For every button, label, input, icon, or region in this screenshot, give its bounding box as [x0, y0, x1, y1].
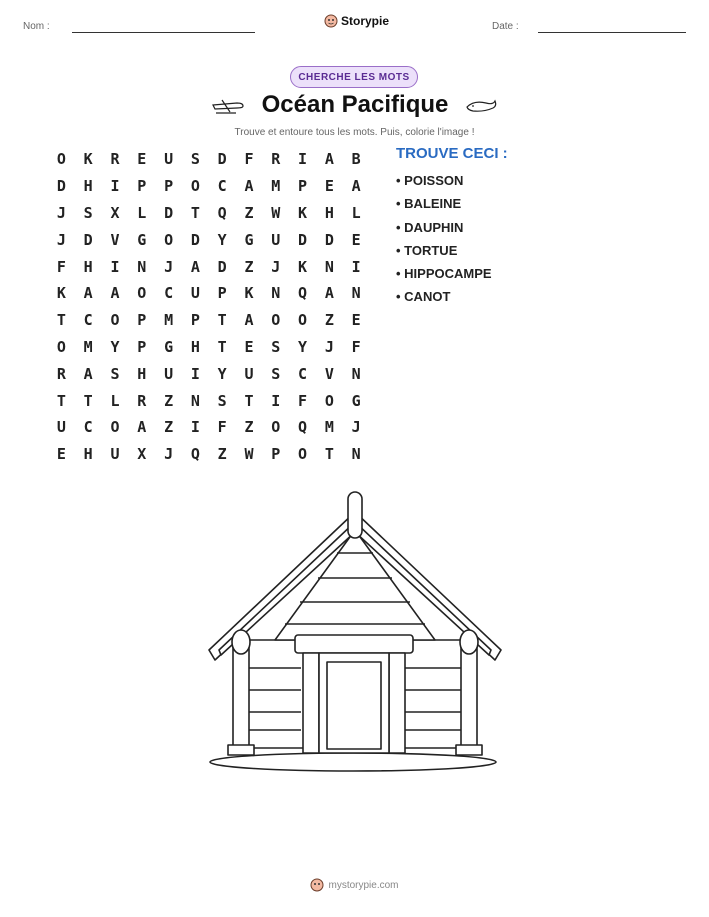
grid-cell[interactable]: W [271, 203, 281, 222]
grid-cell[interactable]: U [271, 230, 281, 249]
grid-cell[interactable]: A [137, 418, 147, 437]
grid-cell[interactable]: X [137, 445, 147, 464]
grid-cell[interactable]: Y [217, 364, 227, 383]
grid-cell[interactable]: Z [217, 445, 227, 464]
grid-cell[interactable]: J [56, 203, 66, 222]
grid-cell[interactable]: T [217, 337, 227, 356]
grid-cell[interactable]: S [83, 203, 93, 222]
grid-cell[interactable]: T [56, 311, 66, 330]
name-line [72, 32, 255, 33]
grid-cell[interactable]: O [271, 311, 281, 330]
grid-cell[interactable]: M [271, 177, 281, 196]
grid-cell[interactable]: O [271, 418, 281, 437]
grid-cell[interactable]: P [137, 311, 147, 330]
grid-cell[interactable]: R [271, 150, 281, 169]
grid-cell[interactable]: A [324, 150, 334, 169]
grid-cell[interactable]: A [110, 284, 120, 303]
grid-cell[interactable]: T [244, 391, 254, 410]
grid-cell[interactable]: T [324, 445, 334, 464]
grid-cell[interactable]: I [271, 391, 281, 410]
grid-cell[interactable]: C [83, 311, 93, 330]
grid-cell[interactable]: N [351, 284, 361, 303]
house-illustration [205, 490, 505, 775]
grid-cell[interactable]: O [56, 337, 66, 356]
date-line [538, 32, 686, 33]
storypie-logo-icon [324, 14, 338, 28]
grid-cell[interactable]: Y [298, 337, 308, 356]
grid-cell[interactable]: E [56, 445, 66, 464]
grid-cell[interactable]: J [324, 337, 334, 356]
grid-cell[interactable]: O [298, 445, 308, 464]
grid-cell[interactable]: C [217, 177, 227, 196]
grid-cell[interactable]: C [83, 418, 93, 437]
footer [0, 878, 709, 892]
grid-cell[interactable]: D [56, 177, 66, 196]
grid-cell[interactable]: W [244, 445, 254, 464]
grid-cell[interactable]: P [164, 177, 174, 196]
grid-cell[interactable]: S [217, 391, 227, 410]
grid-cell[interactable]: O [110, 418, 120, 437]
grid-cell[interactable]: G [164, 337, 174, 356]
grid-cell[interactable]: E [324, 177, 334, 196]
grid-cell[interactable]: Z [324, 311, 334, 330]
activity-badge: CHERCHE LES MOTS [290, 66, 418, 88]
grid-cell[interactable]: Z [164, 418, 174, 437]
grid-cell[interactable]: N [190, 391, 200, 410]
grid-cell[interactable]: P [217, 284, 227, 303]
grid-cell[interactable]: V [110, 230, 120, 249]
grid-cell[interactable]: I [110, 177, 120, 196]
grid-cell[interactable]: Y [110, 337, 120, 356]
grid-cell[interactable]: D [190, 230, 200, 249]
grid-cell[interactable]: T [83, 391, 93, 410]
grid-cell[interactable]: H [324, 203, 334, 222]
grid-cell[interactable]: U [164, 364, 174, 383]
grid-cell[interactable]: K [56, 284, 66, 303]
grid-cell[interactable]: A [190, 257, 200, 276]
grid-cell[interactable]: D [164, 203, 174, 222]
grid-cell[interactable]: Z [164, 391, 174, 410]
grid-cell[interactable]: U [164, 150, 174, 169]
grid-cell[interactable]: G [244, 230, 254, 249]
grid-cell[interactable]: L [137, 203, 147, 222]
grid-cell[interactable]: R [56, 364, 66, 383]
grid-cell[interactable]: M [324, 418, 334, 437]
grid-cell[interactable]: H [190, 337, 200, 356]
grid-cell[interactable]: F [298, 391, 308, 410]
grid-cell[interactable]: D [217, 257, 227, 276]
grid-cell[interactable]: G [351, 391, 361, 410]
whale-icon [464, 96, 500, 116]
grid-cell[interactable]: E [351, 311, 361, 330]
grid-cell[interactable]: I [190, 364, 200, 383]
grid-cell[interactable]: T [217, 311, 227, 330]
grid-cell[interactable]: H [137, 364, 147, 383]
grid-cell[interactable]: K [244, 284, 254, 303]
grid-cell[interactable]: O [298, 311, 308, 330]
grid-cell[interactable]: K [83, 150, 93, 169]
grid-cell[interactable]: Q [298, 284, 308, 303]
grid-cell[interactable]: F [351, 337, 361, 356]
grid-cell[interactable]: Q [217, 203, 227, 222]
grid-cell[interactable]: L [110, 391, 120, 410]
brand-name: Storypie [341, 14, 390, 28]
grid-cell[interactable]: P [190, 311, 200, 330]
word-search-grid [48, 146, 370, 468]
grid-cell[interactable]: V [324, 364, 334, 383]
grid-cell[interactable]: F [244, 150, 254, 169]
word-list [396, 172, 492, 312]
grid-cell[interactable]: F [217, 418, 227, 437]
grid-cell[interactable]: X [110, 203, 120, 222]
grid-cell[interactable]: Q [298, 418, 308, 437]
grid-cell[interactable]: Z [244, 418, 254, 437]
grid-cell[interactable]: A [324, 284, 334, 303]
grid-cell[interactable]: E [244, 337, 254, 356]
grid-cell[interactable]: I [351, 257, 361, 276]
grid-cell[interactable]: I [110, 257, 120, 276]
grid-cell[interactable]: Y [217, 230, 227, 249]
grid-cell[interactable]: Z [244, 203, 254, 222]
grid-cell[interactable]: S [110, 364, 120, 383]
grid-cell[interactable]: P [298, 177, 308, 196]
grid-cell[interactable]: J [164, 257, 174, 276]
find-heading: TROUVE CECI : [396, 145, 508, 162]
grid-cell[interactable]: A [83, 364, 93, 383]
word-item: • DAUPHIN [396, 219, 464, 235]
grid-cell[interactable]: A [351, 177, 361, 196]
page-title: Océan Pacifique [261, 91, 449, 118]
grid-cell[interactable]: J [56, 230, 66, 249]
grid-cell[interactable]: H [83, 257, 93, 276]
grid-cell[interactable]: O [324, 391, 334, 410]
storypie-logo-icon [310, 878, 324, 892]
grid-cell[interactable]: D [298, 230, 308, 249]
grid-cell[interactable]: C [164, 284, 174, 303]
grid-cell[interactable]: J [164, 445, 174, 464]
grid-cell[interactable]: A [244, 311, 254, 330]
grid-cell[interactable]: E [137, 150, 147, 169]
word-item: • HIPPOCAMPE [396, 266, 492, 282]
grid-cell[interactable]: D [217, 150, 227, 169]
grid-cell[interactable]: G [137, 230, 147, 249]
grid-cell[interactable]: S [271, 364, 281, 383]
grid-cell[interactable]: U [244, 364, 254, 383]
grid-cell[interactable]: M [164, 311, 174, 330]
grid-cell[interactable]: R [137, 391, 147, 410]
grid-cell[interactable]: P [271, 445, 281, 464]
grid-cell[interactable]: T [190, 203, 200, 222]
word-item: • TORTUE [396, 242, 458, 258]
grid-cell[interactable]: D [324, 230, 334, 249]
brand [324, 14, 389, 28]
grid-cell[interactable]: E [351, 230, 361, 249]
grid-cell[interactable]: H [83, 177, 93, 196]
grid-cell[interactable]: O [190, 177, 200, 196]
footer-url[interactable]: mystorypie.com [328, 879, 399, 891]
grid-cell[interactable]: Z [244, 257, 254, 276]
instructions: Trouve et entoure tous les mots. Puis, colorie l'image ! [234, 127, 475, 138]
grid-cell[interactable]: R [110, 150, 120, 169]
name-label: Nom : [23, 21, 50, 32]
word-item: • CANOT [396, 289, 451, 305]
grid-cell[interactable]: N [351, 364, 361, 383]
grid-cell[interactable]: K [298, 203, 308, 222]
grid-cell[interactable]: C [298, 364, 308, 383]
grid-cell[interactable]: B [351, 150, 361, 169]
word-item: • BALEINE [396, 196, 462, 212]
grid-cell[interactable]: M [83, 337, 93, 356]
grid-cell[interactable]: F [56, 257, 66, 276]
grid-cell[interactable]: A [83, 284, 93, 303]
grid-cell[interactable]: U [56, 418, 66, 437]
grid-cell[interactable]: N [271, 284, 281, 303]
grid-cell[interactable]: S [190, 150, 200, 169]
date-label: Date : [492, 21, 519, 32]
grid-cell[interactable]: N [324, 257, 334, 276]
grid-cell[interactable]: J [351, 418, 361, 437]
grid-cell[interactable]: O [56, 150, 66, 169]
grid-cell[interactable]: D [83, 230, 93, 249]
grid-cell[interactable]: S [271, 337, 281, 356]
grid-cell[interactable]: P [137, 177, 147, 196]
grid-cell[interactable]: L [351, 203, 361, 222]
grid-cell[interactable]: K [298, 257, 308, 276]
grid-cell[interactable]: U [110, 445, 120, 464]
grid-cell[interactable]: J [271, 257, 281, 276]
grid-cell[interactable]: O [164, 230, 174, 249]
grid-cell[interactable]: U [190, 284, 200, 303]
grid-cell[interactable]: N [137, 257, 147, 276]
grid-cell[interactable]: A [244, 177, 254, 196]
grid-cell[interactable]: Q [190, 445, 200, 464]
grid-cell[interactable]: O [110, 311, 120, 330]
grid-cell[interactable]: O [137, 284, 147, 303]
grid-cell[interactable]: I [298, 150, 308, 169]
grid-cell[interactable]: P [137, 337, 147, 356]
grid-cell[interactable]: T [56, 391, 66, 410]
grid-cell[interactable]: I [190, 418, 200, 437]
grid-cell[interactable]: H [83, 445, 93, 464]
grid-cell[interactable]: N [351, 445, 361, 464]
word-item: • POISSON [396, 173, 464, 188]
